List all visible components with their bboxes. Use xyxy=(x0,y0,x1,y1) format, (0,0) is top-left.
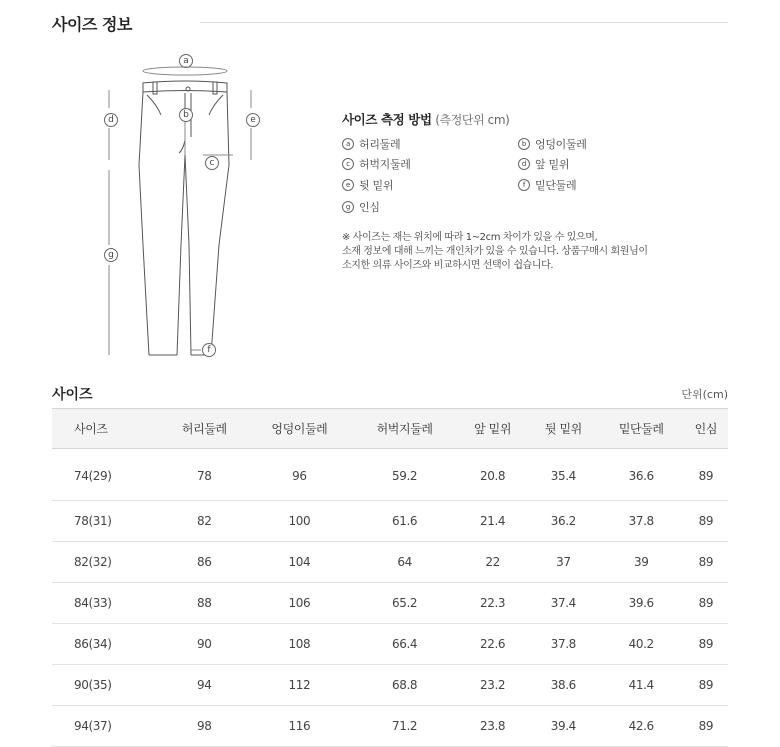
table-cell: 37.4 xyxy=(528,583,599,624)
table-cell: 59.2 xyxy=(352,449,457,501)
table-cell: 65.2 xyxy=(352,583,457,624)
table-cell: 88 xyxy=(162,583,247,624)
table-cell: 39.4 xyxy=(528,706,599,747)
table-cell: 89 xyxy=(684,583,728,624)
column-header: 밑단둘레 xyxy=(599,409,684,449)
table-header-row xyxy=(52,409,728,449)
table-cell: 98 xyxy=(162,706,247,747)
pants-measurement-diagram xyxy=(95,45,275,365)
table-cell: 20.8 xyxy=(457,449,528,501)
table-row xyxy=(52,501,728,542)
measure-method-label: 사이즈 측정 방법 xyxy=(342,112,432,127)
column-header: 엉덩이둘레 xyxy=(247,409,352,449)
table-cell: 84(33) xyxy=(52,583,162,624)
table-cell: 100 xyxy=(247,501,352,542)
section-title: 사이즈 정보 xyxy=(52,15,132,34)
legend-label: 허벅지둘레 xyxy=(359,158,411,171)
measure-method-title xyxy=(342,110,509,128)
legend-marker: c xyxy=(342,158,354,170)
table-cell: 38.6 xyxy=(528,665,599,706)
table-cell: 89 xyxy=(684,665,728,706)
table-cell: 68.8 xyxy=(352,665,457,706)
table-cell: 39 xyxy=(599,542,684,583)
title-divider xyxy=(200,22,728,23)
table-row xyxy=(52,449,728,501)
column-header: 허리둘레 xyxy=(162,409,247,449)
table-cell: 71.2 xyxy=(352,706,457,747)
legend-label: 엉덩이둘레 xyxy=(535,138,587,151)
legend-item-hip xyxy=(518,136,587,152)
table-cell: 94 xyxy=(162,665,247,706)
table-cell: 23.8 xyxy=(457,706,528,747)
legend-item-thigh xyxy=(342,156,411,172)
table-cell: 22.6 xyxy=(457,624,528,665)
table-cell: 39.6 xyxy=(599,583,684,624)
column-header: 인심 xyxy=(684,409,728,449)
marker-d: d xyxy=(104,113,118,127)
table-cell: 74(29) xyxy=(52,449,162,501)
table-cell: 94(37) xyxy=(52,706,162,747)
legend-marker: g xyxy=(342,201,354,213)
table-cell: 82(32) xyxy=(52,542,162,583)
legend-label: 뒷 밑위 xyxy=(359,179,394,192)
table-row xyxy=(52,542,728,583)
note-line: 소재 정보에 대해 느끼는 개인차가 있을 수 있습니다. 상품구매시 회원님이 xyxy=(342,246,648,257)
legend-item-waist xyxy=(342,136,400,152)
table-cell: 89 xyxy=(684,501,728,542)
table-cell: 104 xyxy=(247,542,352,583)
marker-c: c xyxy=(205,156,219,170)
table-cell: 23.2 xyxy=(457,665,528,706)
note-line: ※ 사이즈는 재는 위치에 따라 1~2cm 차이가 있을 수 있으며, xyxy=(342,232,598,243)
legend-label: 인심 xyxy=(359,201,380,214)
table-cell: 78 xyxy=(162,449,247,501)
table-cell: 86 xyxy=(162,542,247,583)
table-cell: 36.2 xyxy=(528,501,599,542)
note-line: 소지한 의류 사이즈와 비교하시면 선택이 쉽습니다. xyxy=(342,260,554,271)
size-table-unit: 단위(cm) xyxy=(681,388,728,401)
table-cell: 89 xyxy=(684,542,728,583)
table-cell: 40.2 xyxy=(599,624,684,665)
table-cell: 78(31) xyxy=(52,501,162,542)
table-cell: 90 xyxy=(162,624,247,665)
measurement-note xyxy=(342,231,672,273)
table-cell: 82 xyxy=(162,501,247,542)
table-cell: 22.3 xyxy=(457,583,528,624)
table-cell: 37.8 xyxy=(528,624,599,665)
table-cell: 89 xyxy=(684,624,728,665)
table-cell: 21.4 xyxy=(457,501,528,542)
marker-b: b xyxy=(179,108,193,122)
legend-marker: f xyxy=(518,179,530,191)
column-header: 허벅지둘레 xyxy=(352,409,457,449)
marker-g: g xyxy=(104,248,118,262)
table-cell: 64 xyxy=(352,542,457,583)
column-header: 뒷 밑위 xyxy=(528,409,599,449)
size-table xyxy=(52,408,728,747)
column-header: 앞 밑위 xyxy=(457,409,528,449)
table-cell: 108 xyxy=(247,624,352,665)
legend-item-back-rise xyxy=(342,177,393,193)
table-cell: 35.4 xyxy=(528,449,599,501)
legend-marker: b xyxy=(518,138,530,150)
table-cell: 37.8 xyxy=(599,501,684,542)
table-cell: 86(34) xyxy=(52,624,162,665)
table-cell: 66.4 xyxy=(352,624,457,665)
table-cell: 42.6 xyxy=(599,706,684,747)
legend-marker: a xyxy=(342,138,354,150)
marker-e: e xyxy=(246,113,260,127)
table-cell: 41.4 xyxy=(599,665,684,706)
measure-unit-note: (측정단위 cm) xyxy=(435,113,510,127)
legend-marker: d xyxy=(518,158,530,170)
legend-label: 허리둘레 xyxy=(359,138,401,151)
table-cell: 96 xyxy=(247,449,352,501)
marker-a: a xyxy=(179,54,193,68)
size-table-body xyxy=(52,449,728,747)
legend-item-inseam xyxy=(342,199,380,215)
table-cell: 61.6 xyxy=(352,501,457,542)
legend-item-front-rise xyxy=(518,156,569,172)
legend-marker: e xyxy=(342,179,354,191)
legend-item-hem xyxy=(518,177,576,193)
table-row xyxy=(52,706,728,747)
table-cell: 22 xyxy=(457,542,528,583)
table-cell: 37 xyxy=(528,542,599,583)
table-cell: 106 xyxy=(247,583,352,624)
table-cell: 36.6 xyxy=(599,449,684,501)
table-cell: 90(35) xyxy=(52,665,162,706)
legend-label: 밑단둘레 xyxy=(535,179,577,192)
marker-f: f xyxy=(202,343,216,357)
legend-label: 앞 밑위 xyxy=(535,158,570,171)
table-cell: 89 xyxy=(684,706,728,747)
table-row xyxy=(52,583,728,624)
table-row xyxy=(52,624,728,665)
table-row xyxy=(52,665,728,706)
column-header: 사이즈 xyxy=(52,409,162,449)
table-cell: 112 xyxy=(247,665,352,706)
size-table-title: 사이즈 xyxy=(52,387,93,403)
table-cell: 89 xyxy=(684,449,728,501)
table-cell: 116 xyxy=(247,706,352,747)
